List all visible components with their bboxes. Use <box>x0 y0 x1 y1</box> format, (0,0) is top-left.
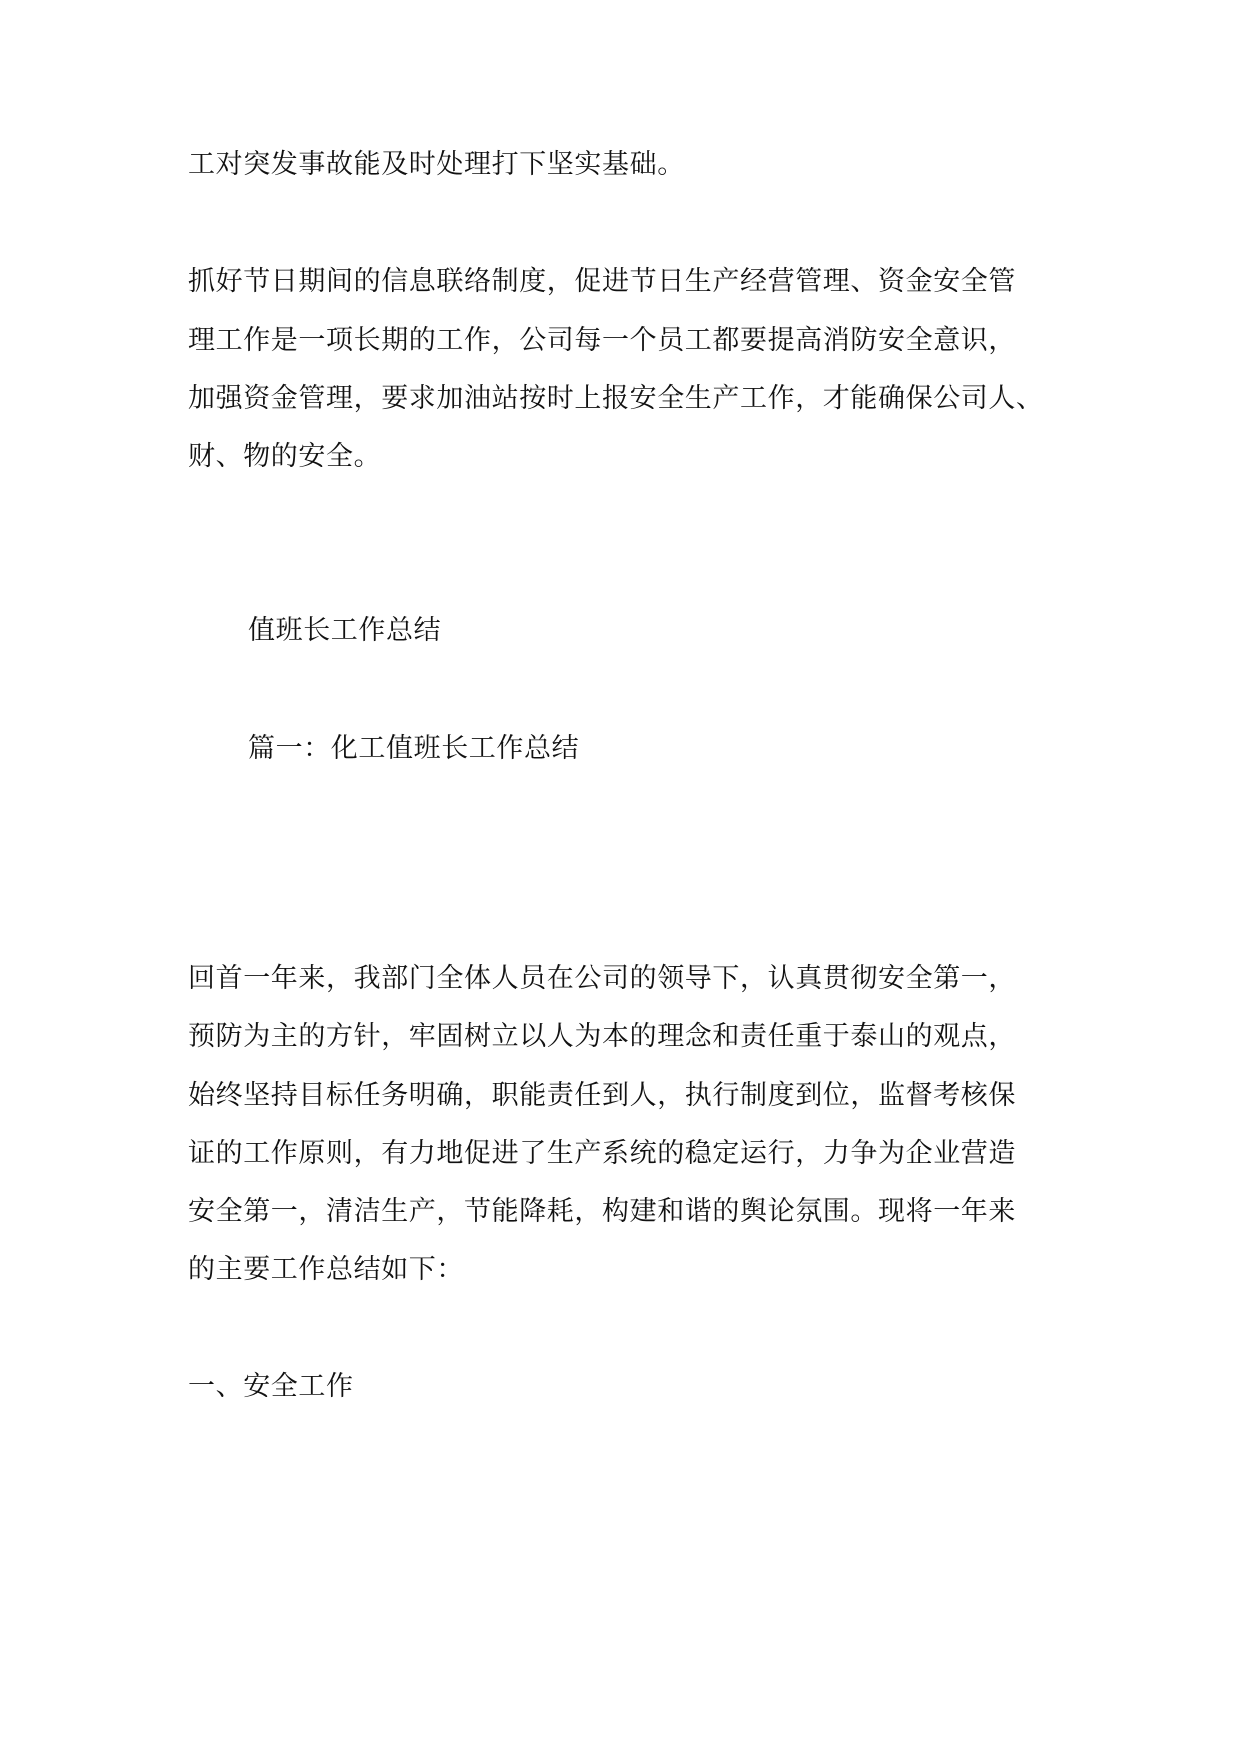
paragraph-3-line-4: 证的工作原则，有力地促进了生产系统的稳定运行，力争为企业营造 <box>188 1138 1016 1169</box>
paragraph-3-line-6: 的主要工作总结如下： <box>188 1254 464 1285</box>
paragraph-3-line-3: 始终坚持目标任务明确，职能责任到人，执行制度到位，监督考核保 <box>188 1080 1016 1111</box>
paragraph-2-line-2: 理工作是一项长期的工作，公司每一个员工都要提高消防安全意识， <box>188 325 1016 356</box>
document-title: 值班长工作总结 <box>248 615 442 646</box>
paragraph-3-line-2: 预防为主的方针，牢固树立以人为本的理念和责任重于泰山的观点， <box>188 1021 1016 1052</box>
paragraph-3-line-5: 安全第一，清洁生产，节能降耗，构建和谐的舆论氛围。现将一年来 <box>188 1196 1016 1227</box>
chapter-heading: 篇一：化工值班长工作总结 <box>248 733 580 764</box>
paragraph-2-line-3: 加强资金管理，要求加油站按时上报安全生产工作，才能确保公司人、 <box>188 383 1044 414</box>
section-heading: 一、安全工作 <box>188 1371 354 1402</box>
paragraph-2-line-4: 财、物的安全。 <box>188 441 382 472</box>
paragraph-2-line-1: 抓好节日期间的信息联络制度，促进节日生产经营管理、资金安全管 <box>188 266 1016 297</box>
paragraph-1-line-1: 工对突发事故能及时处理打下坚实基础。 <box>188 149 685 180</box>
paragraph-3-line-1: 回首一年来，我部门全体人员在公司的领导下，认真贯彻安全第一， <box>188 963 1016 994</box>
